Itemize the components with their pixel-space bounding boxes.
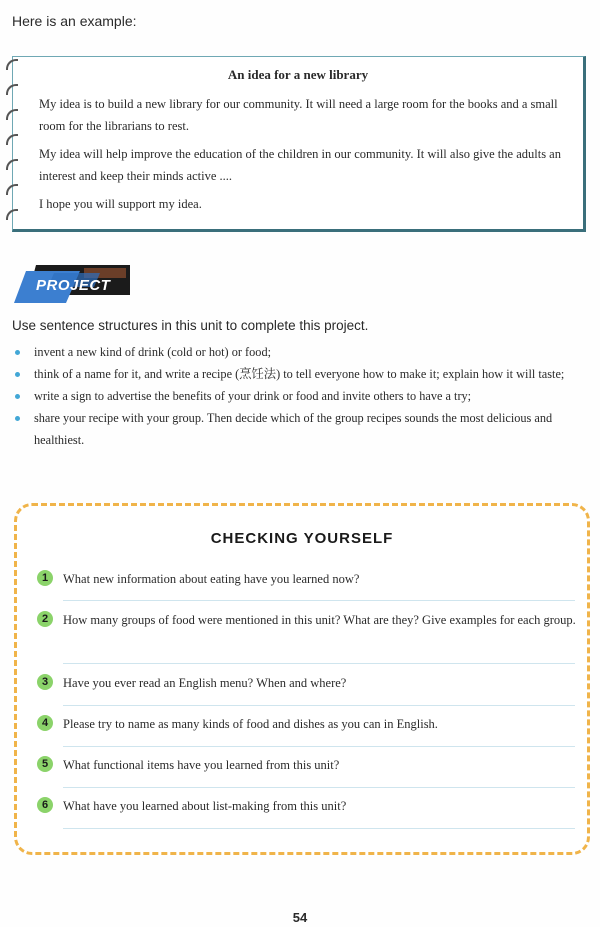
question-number: 1	[37, 570, 53, 586]
bullet-icon	[15, 350, 20, 355]
example-note-card	[12, 56, 586, 232]
question-text: What new information about eating have you learned now?	[63, 572, 360, 586]
binder-ring-icon	[6, 209, 18, 220]
question-number: 2	[37, 611, 53, 627]
answer-line	[63, 705, 575, 706]
page-number: 54	[292, 910, 308, 925]
question-number: 5	[37, 756, 53, 772]
question-text: Please try to name as many kinds of food and dishes as you can in English.	[63, 717, 438, 731]
question-number: 4	[37, 715, 53, 731]
project-task-list	[14, 341, 586, 451]
project-intro: Use sentence structures in this unit to complete this project.	[12, 318, 369, 333]
binder-ring-icon	[6, 159, 18, 170]
question-text: Have you ever read an English menu? When and where?	[63, 676, 347, 690]
note-paragraph: I hope you will support my idea.	[39, 197, 202, 211]
bullet-icon	[15, 372, 20, 377]
answer-line	[63, 600, 575, 601]
question-text: How many groups of food were mentioned in this unit? What are they? Give examples for each group.	[63, 613, 576, 627]
question-number: 3	[37, 674, 53, 690]
answer-line	[63, 828, 575, 829]
checking-yourself-box	[14, 503, 590, 855]
project-badge	[14, 265, 130, 303]
bullet-icon	[15, 416, 20, 421]
question-text: What have you learned about list-making from this unit?	[63, 799, 347, 813]
question-text: What functional items have you learned from this unit?	[63, 758, 340, 772]
answer-line	[63, 663, 575, 664]
intro-text: Here is an example:	[12, 13, 137, 29]
binder-ring-icon	[6, 84, 18, 95]
binder-ring-icon	[6, 134, 18, 145]
bullet-icon	[15, 394, 20, 399]
answer-line	[63, 746, 575, 747]
note-paragraph: My idea is to build a new library for our community. It will need a large room for the books and a small room for the librarians to rest.	[39, 97, 558, 133]
note-title: An idea for a new library	[227, 67, 369, 82]
list-item: share your recipe with your group. Then decide which of the group recipes sounds the most delicious and healthiest.	[14, 407, 586, 451]
binder-ring-icon	[6, 184, 18, 195]
question-number: 6	[37, 797, 53, 813]
checking-yourself-title: CHECKING YOURSELF	[210, 530, 394, 547]
list-item: invent a new kind of drink (cold or hot) or food;	[14, 341, 586, 363]
list-item: think of a name for it, and write a recipe (烹饪法) to tell everyone how to make it; explain how it will taste;	[14, 363, 586, 385]
binder-ring-icon	[6, 109, 18, 120]
project-badge-label: PROJECT	[36, 277, 111, 294]
note-paragraph: My idea will help improve the education of the children in our community. It will also give the adults an interest and keep their minds active ....	[39, 147, 561, 183]
answer-line	[63, 787, 575, 788]
list-item: write a sign to advertise the benefits of your drink or food and invite others to have a try;	[14, 385, 586, 407]
